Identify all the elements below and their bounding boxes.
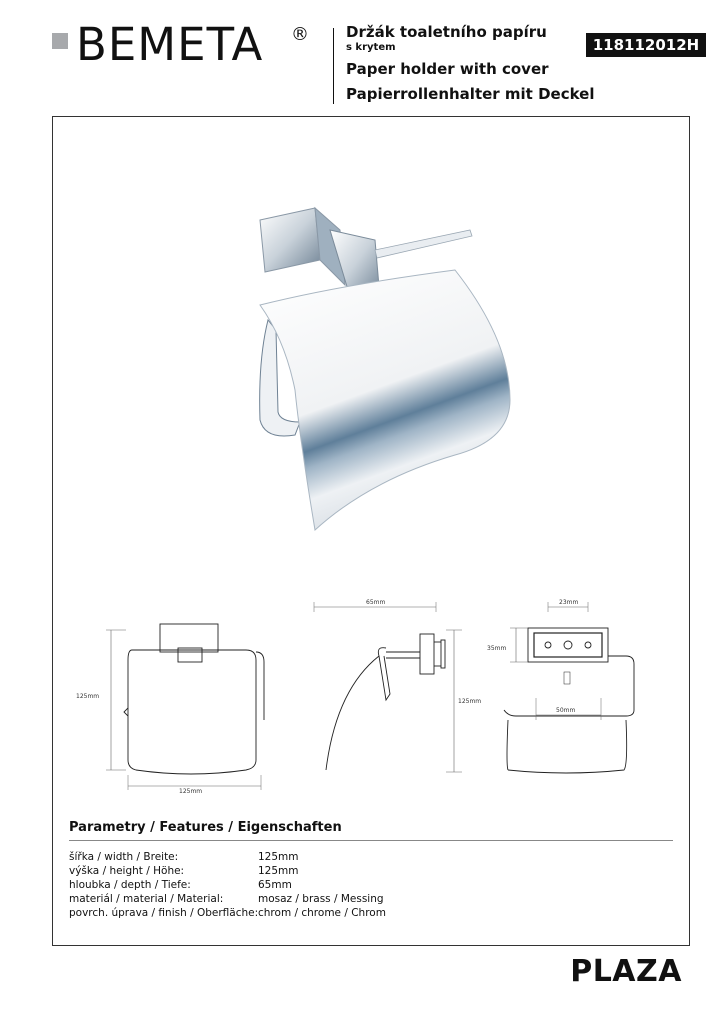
title-czech: Držák toaletního papíru (346, 23, 547, 41)
spec-label: povrch. úprava / finish / Oberfläche: (69, 907, 259, 919)
spec-value: 65mm (258, 879, 292, 891)
features-divider (69, 840, 673, 841)
series-name: PLAZA (570, 954, 682, 989)
side-height-label: 125mm (458, 698, 482, 705)
brand-logo: BEMETA (76, 18, 264, 71)
top-view-drawing (504, 602, 634, 773)
spec-label: hloubka / depth / Tiefe: (69, 879, 191, 891)
technical-drawings (76, 590, 656, 805)
product-code-badge: 118112012H (586, 33, 706, 57)
top-spacing-label: 50mm (556, 707, 576, 714)
subtitle-czech: s krytem (346, 42, 396, 53)
spec-value: 125mm (258, 865, 299, 877)
product-photo (240, 190, 520, 540)
spec-value: chrom / chrome / Chrom (258, 907, 386, 919)
title-german: Papierrollenhalter mit Deckel (346, 85, 595, 103)
top-height-label: 35mm (487, 645, 507, 652)
spec-value: mosaz / brass / Messing (258, 893, 384, 905)
title-english: Paper holder with cover (346, 60, 549, 78)
top-plate-label: 23mm (559, 599, 579, 606)
logo-square (52, 33, 68, 49)
spec-label: výška / height / Höhe: (69, 865, 185, 877)
spec-label: materiál / material / Material: (69, 893, 224, 905)
spec-value: 125mm (258, 851, 299, 863)
header-divider (333, 28, 334, 104)
registered-mark: ® (291, 24, 309, 45)
side-depth-label: 65mm (366, 599, 386, 606)
front-width-label: 125mm (179, 788, 203, 795)
side-view-drawing (314, 602, 462, 772)
front-view-drawing (106, 624, 264, 790)
front-height-label: 125mm (76, 693, 100, 700)
spec-label: šířka / width / Breite: (69, 851, 179, 863)
features-title: Parametry / Features / Eigenschaften (69, 820, 342, 835)
